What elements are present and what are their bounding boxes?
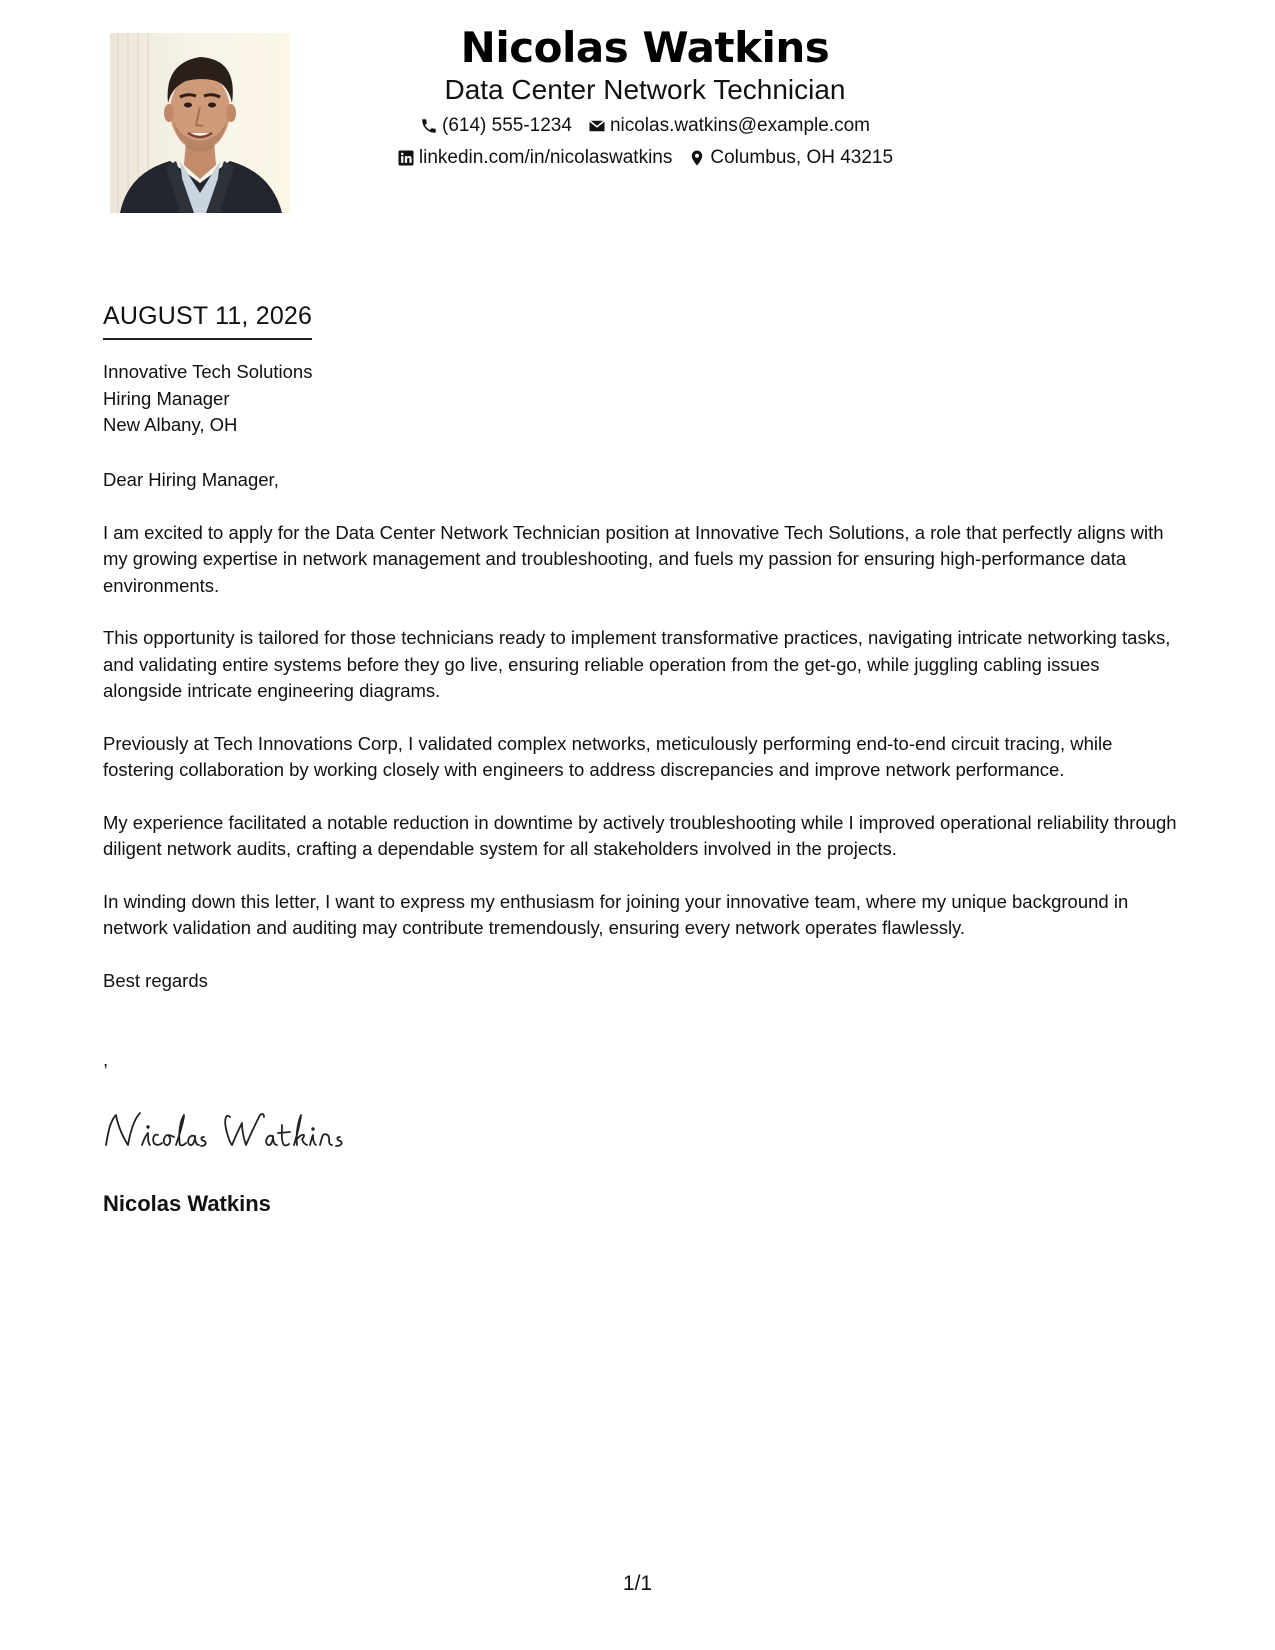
phone-icon [420,117,438,135]
recipient-contact: Hiring Manager [103,387,230,409]
letter-body [103,467,1183,1020]
map-pin-icon [688,149,706,167]
recipient-company: Innovative Tech Solutions [103,361,313,382]
applicant-name: Nicolas Watkins [460,23,830,72]
phone-contact[interactable] [420,114,572,138]
signer-name: Nicolas Watkins [103,1191,271,1216]
paragraph-1: I am excited to apply for the Data Center Network Technician position at Innovative Tech Solutions, a role that perfectly aligns with my growing expertise in network management and troubleshooting, and fuels my passion for ensuring high-performance data environments. [103,521,1164,596]
paragraph-3: Previously at Tech Innovations Corp, I validated complex networks, meticulously performing end-to-end circuit tracing, while fostering collaboration by working closely with engineers to address discrepancies and improve network performance. [103,732,1113,780]
paragraph-2: This opportunity is tailored for those technicians ready to implement transformative practices, navigating intricate networking tasks, and validating entire systems before they go live, ensuring reliable operation from the get-go, while juggling cabling issues alongside intricate engineering diagrams. [103,627,1171,701]
letter-date: AUGUST 11, 2026 [103,300,312,340]
recipient-location: New Albany, OH [103,414,238,435]
linkedin-text: linkedin.com/in/nicolaswatkins [418,147,673,168]
email-text: nicolas.watkins@example.com [609,115,870,136]
contact-row-2 [290,146,1000,170]
header [290,22,1000,170]
closing-comma: , [103,1049,109,1070]
job-title: Data Center Network Technician [444,74,846,105]
linkedin-icon [397,149,415,167]
paragraph-5: In winding down this letter, I want to express my enthusiasm for joining your innovative team, where my unique background in network validation and auditing may contribute tremendously, ensuring every network operates flawlessly. [103,890,1129,938]
handwritten-signature [100,1105,370,1155]
closing: Best regards [103,969,208,991]
envelope-icon [588,117,606,135]
page-number: 1/1 [622,1572,653,1595]
paragraph-4: My experience facilitated a notable reduction in downtime by actively troubleshooting while I improved operational reliability through diligent network audits, crafting a dependable system for all stakeholders involved in the projects. [103,811,1177,859]
location-contact [688,146,893,170]
salutation: Dear Hiring Manager, [103,469,279,490]
phone-text: (614) 555-1234 [442,115,572,136]
recipient-block [103,359,312,439]
contact-row-1 [290,114,1000,138]
profile-photo [110,33,290,213]
linkedin-contact[interactable] [397,146,672,170]
email-contact[interactable] [588,114,870,138]
profile-photo-image [110,33,290,213]
location-text: Columbus, OH 43215 [710,147,894,168]
